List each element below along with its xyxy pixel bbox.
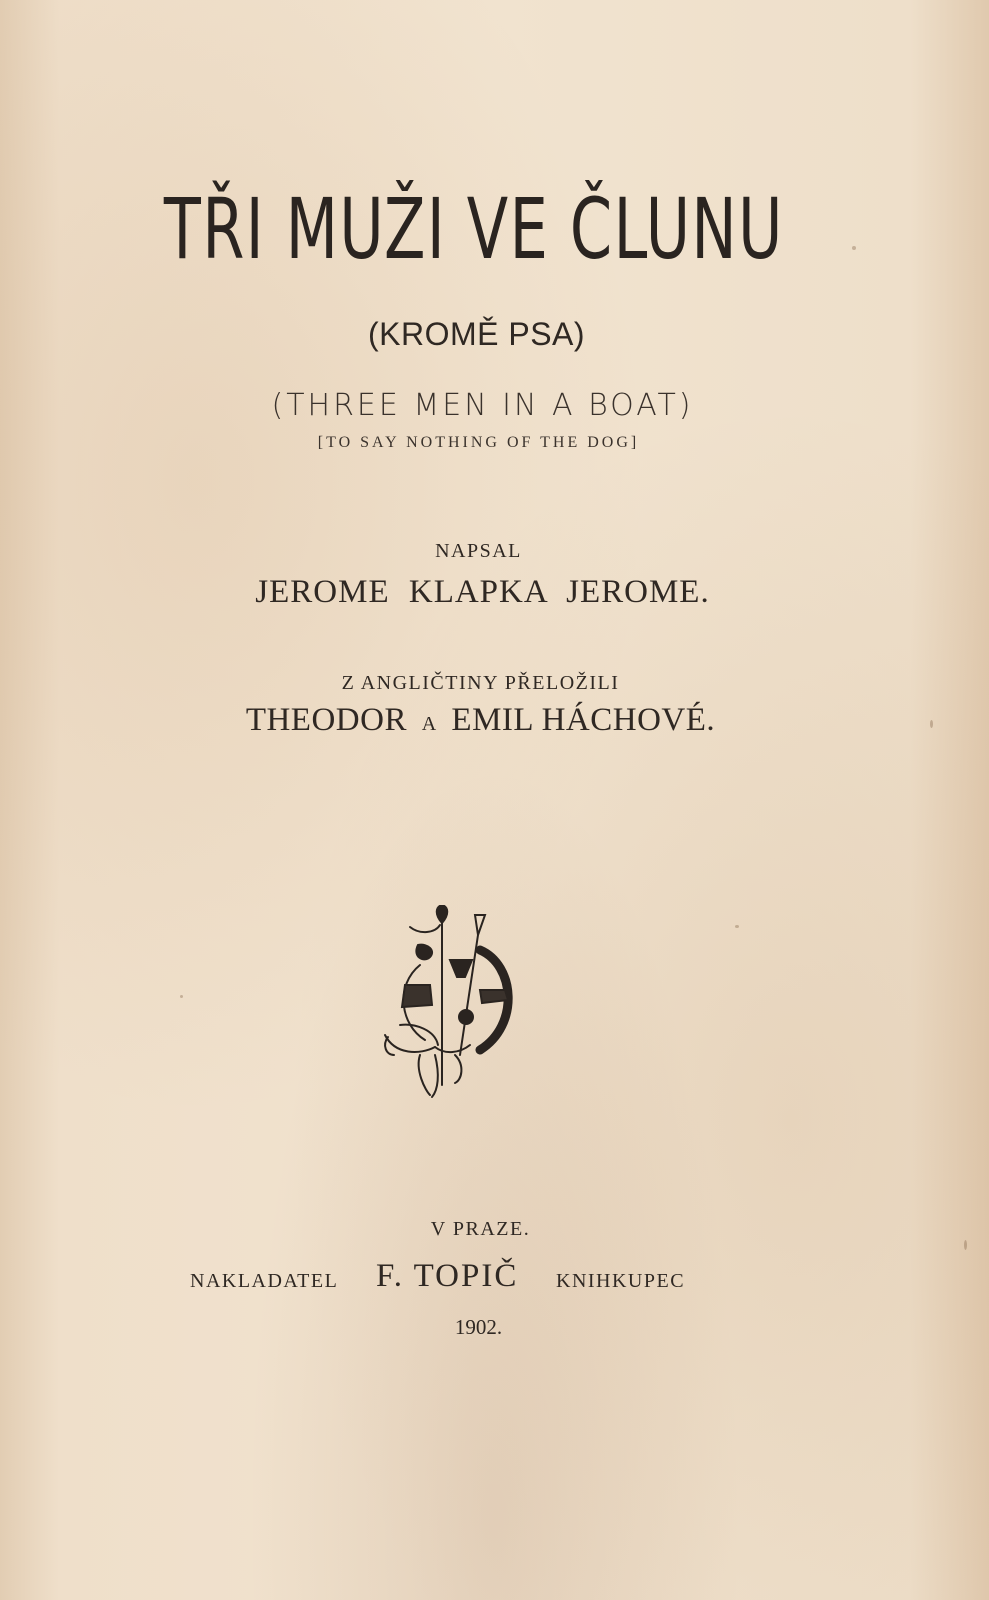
written-by-label: NAPSAL xyxy=(435,540,522,562)
original-title: (THREE MEN IN A BOAT) xyxy=(271,388,694,423)
translator-first: THEODOR xyxy=(245,702,407,738)
translators xyxy=(0,702,975,739)
book-title: TŘI MUŽI VE ČLUNU xyxy=(163,180,784,278)
paper-speck xyxy=(180,995,183,998)
publication-year: 1902. xyxy=(454,1315,503,1339)
paper-speck xyxy=(930,720,933,728)
book-subtitle: (KROMĚ PSA) xyxy=(367,316,586,352)
city: V PRAZE. xyxy=(430,1218,531,1240)
paper-speck xyxy=(735,925,739,928)
translator-conjunction: A xyxy=(421,713,437,735)
paper-speck xyxy=(964,1240,967,1250)
translator-second: EMIL HÁCHOVÉ. xyxy=(451,702,716,738)
publisher-line xyxy=(190,1258,690,1298)
publisher-emblem-icon xyxy=(380,905,525,1100)
publisher-label: NAKLADATEL xyxy=(190,1270,339,1292)
publisher-name: F. TOPIČ xyxy=(376,1258,519,1294)
author-name: JEROME KLAPKA JEROME. xyxy=(255,574,710,610)
paper-speck xyxy=(852,246,856,250)
original-subtitle: [TO SAY NOTHING OF THE DOG] xyxy=(317,434,640,451)
publisher-trade: KNIHKUPEC xyxy=(556,1270,686,1292)
translated-by-label: Z ANGLIČTINY PŘELOŽILI xyxy=(341,672,620,694)
